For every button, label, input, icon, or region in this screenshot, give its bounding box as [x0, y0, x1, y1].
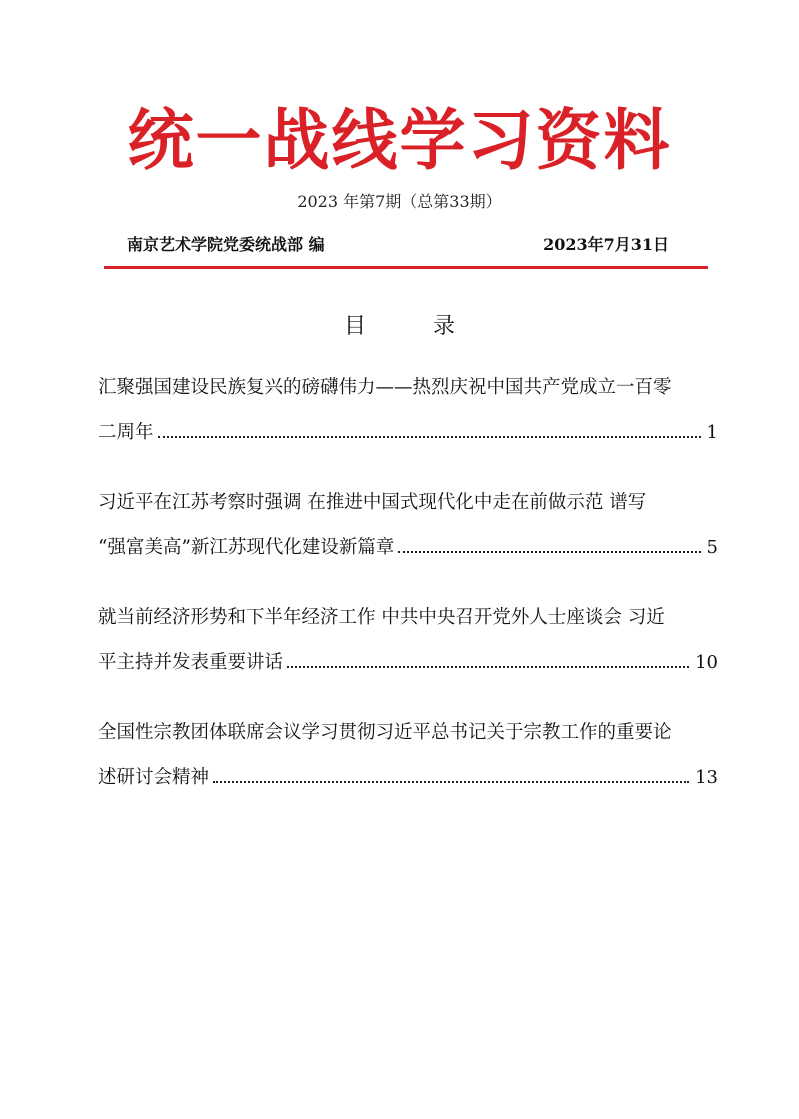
toc-page-number: 13: [695, 767, 718, 788]
publication-date: 2023年7月31日: [543, 235, 669, 254]
toc-page-number: 10: [695, 652, 718, 673]
masthead-title: 统一战线学习资料: [127, 101, 672, 179]
toc-leader-dots: [158, 435, 701, 438]
toc-entry-title-continued: 二周年: [98, 422, 154, 443]
table-of-contents: [98, 374, 718, 834]
toc-leader-dots: [213, 780, 689, 783]
toc-entry-title-continued: 平主持并发表重要讲话: [98, 652, 284, 673]
toc-entry[interactable]: [98, 374, 718, 447]
toc-heading: 目 录: [344, 314, 485, 339]
toc-entry-title-continued: 述研讨会精神: [98, 767, 210, 788]
toc-entry[interactable]: [98, 489, 718, 562]
toc-entry-title: 习近平在江苏考察时强调 在推进中国式现代化中走在前做示范 谱写: [98, 492, 647, 513]
toc-entry[interactable]: [98, 719, 718, 792]
toc-entry-title-continued: “强富美高”新江苏现代化建设新篇章: [98, 537, 395, 558]
toc-entry-title: 就当前经济形势和下半年经济工作 中共中央召开党外人士座谈会 习近: [98, 607, 665, 628]
toc-entry-title: 汇聚强国建设民族复兴的磅礴伟力——热烈庆祝中国共产党成立一百零: [98, 377, 672, 398]
toc-entry[interactable]: [98, 604, 718, 677]
toc-page-number: 5: [706, 537, 718, 558]
toc-leader-dots: [287, 665, 689, 668]
toc-leader-dots: [398, 550, 700, 553]
toc-entry-title: 全国性宗教团体联席会议学习贯彻习近平总书记关于宗教工作的重要论: [98, 722, 672, 743]
publisher: 南京艺术学院党委统战部 编: [127, 235, 325, 254]
header-divider: [104, 266, 708, 269]
issue-number: 2023 年第7期（总第33期）: [297, 192, 502, 211]
toc-page-number: 1: [706, 422, 718, 443]
